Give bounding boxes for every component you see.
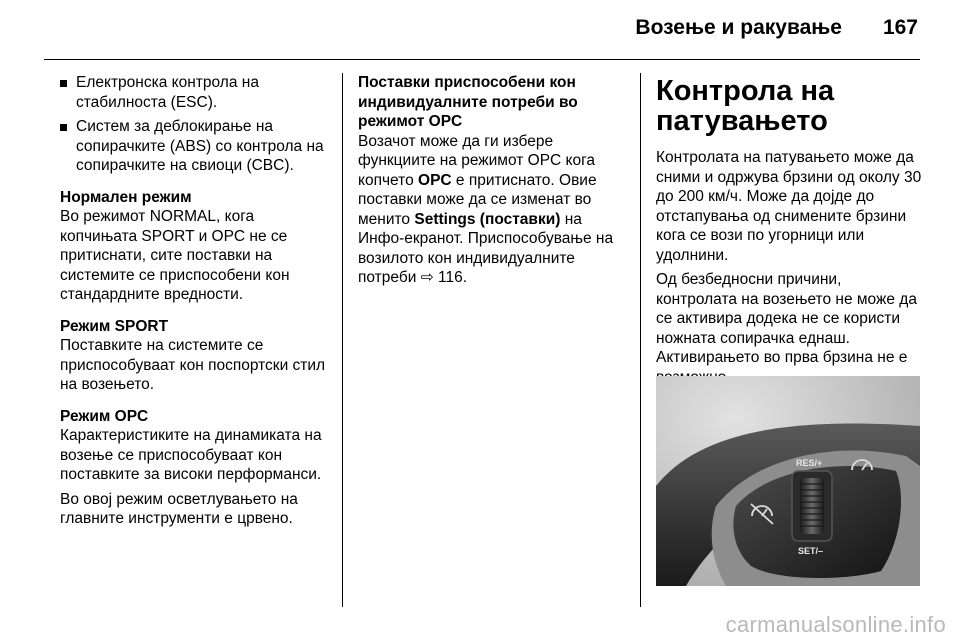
page-number: 167 [882,16,918,39]
opc-mode-heading: Режим OPC [60,407,149,425]
opc-button-label: OPC [418,171,452,189]
page-reference-link[interactable]: 116. [438,269,468,286]
normal-mode-text: Во режимот NORMAL, кога копчињата SPORT и OPC не се притиснати, сите поставки на системите се приспособени кон стандардните вредности. [60,208,290,303]
opc-mode-lighting-text: Во овој режим осветлувањето на главните инструменти е црвено. [60,490,298,527]
column-1 [60,73,332,529]
bullet-item [60,117,332,176]
bullet-item [60,73,332,112]
header-title: Возење и ракување [635,16,842,39]
text-run: е притиснато. Овие поставки може да се изменат во менито [358,171,597,228]
res-plus-label: RES/+ [796,458,823,468]
opc-custom-heading: Поставки приспособени кон индивидуалните потреби во режимот OPC [358,74,578,130]
cruise-control-para-2: Од безбедносни причини, контролата на возењето не може да се активира додека не се користи ножната сопирачка еднаш. Активирањето во прва брзина не е [656,271,917,366]
opc-custom-text [358,132,624,288]
steering-wheel-illustration [656,376,920,586]
normal-mode-heading: Нормален режим [60,188,192,206]
cruise-control-para-1: Контролата на патувањето може да сними и одржува брзини од околу 30 до 200 км/ч. Може да дојде до отстапувања од снимените брзини кога се вози по угорници или удолнини. [656,149,922,264]
settings-menu-label: Settings (поставки) [414,210,561,228]
sport-mode-text: Поставките на системите се приспособуваат кон поспортски стил на возењето. [60,337,326,393]
column-3 [656,73,926,387]
opc-mode-text: Карактеристиките на динамиката на возење се приспособуваат кон поставките за високи перформанси. [60,427,322,483]
bullet-list [60,73,332,176]
bullet-square-icon [60,124,67,131]
column-2 [358,73,624,288]
bullet-square-icon [60,80,67,87]
bullet-text: Електронска контрола на стабилноста (ESC). [76,74,259,111]
header-divider [44,59,920,60]
column-divider-2 [640,73,641,607]
text-run: Возачот може да ги избере функциите на режимот OPC кога копчето [358,132,596,189]
page-header [0,0,960,60]
section-title: Контрола на патувањето [656,75,835,137]
sport-mode-heading: Режим SPORT [60,317,169,335]
watermark: carmanualsonline.info [725,612,946,637]
set-minus-label: SET/– [798,546,824,556]
page-ref-arrow-icon: ⇨ [420,269,434,286]
column-divider-1 [342,73,343,607]
text-run: на Инфо-екранот. Приспособување на возилото кон индивидуалните потреби [358,210,614,286]
steering-wheel-photo [656,376,920,586]
bullet-text: Систем за деблокирање на сопирачките (ABS) со контрола на сопирачките на свиоци (CBC). [76,118,324,174]
